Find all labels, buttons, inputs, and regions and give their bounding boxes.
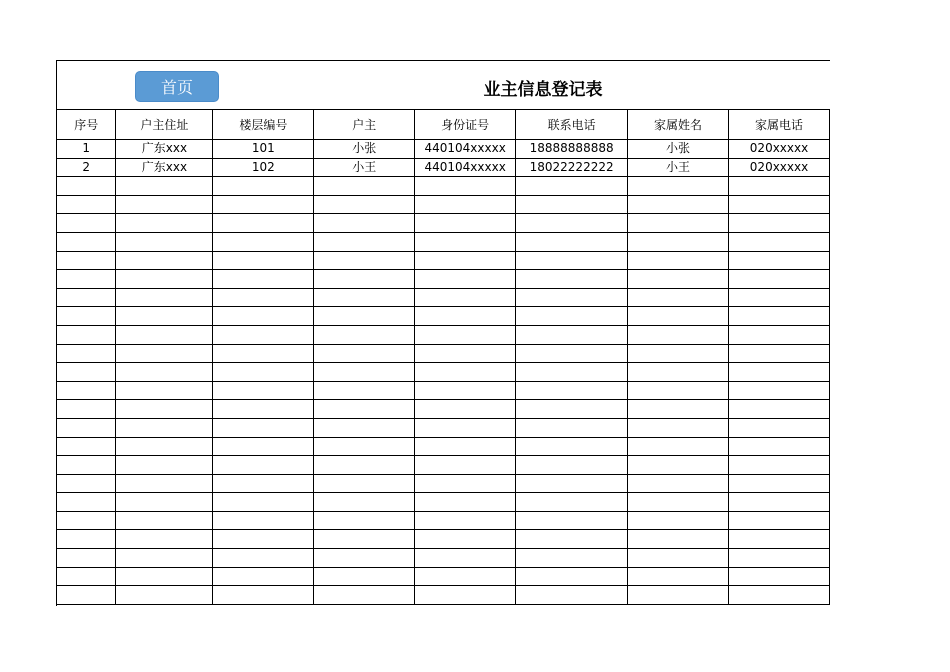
table-cell-empty[interactable] [516, 437, 628, 456]
table-cell-empty[interactable] [516, 195, 628, 214]
table-cell[interactable]: 1 [57, 140, 116, 159]
table-cell-empty[interactable] [516, 381, 628, 400]
table-cell[interactable]: 440104xxxxx [415, 158, 516, 177]
table-cell-empty[interactable] [57, 437, 116, 456]
column-header: 楼层编号 [213, 110, 314, 140]
table-cell-empty[interactable] [415, 270, 516, 289]
table-cell-empty[interactable] [57, 344, 116, 363]
table-row-empty [57, 270, 830, 289]
table-cell-empty[interactable] [628, 381, 729, 400]
table-cell-empty[interactable] [314, 567, 415, 586]
table-cell-empty[interactable] [729, 586, 830, 605]
table-cell-empty[interactable] [729, 270, 830, 289]
table-cell[interactable]: 小张 [314, 140, 415, 159]
table-cell-empty[interactable] [729, 214, 830, 233]
table-cell-empty[interactable] [314, 344, 415, 363]
table-cell[interactable]: 440104xxxxx [415, 140, 516, 159]
table-cell-empty[interactable] [116, 511, 213, 530]
table-cell-empty[interactable] [314, 195, 415, 214]
table-cell-empty[interactable] [57, 232, 116, 251]
table-cell-empty[interactable] [116, 325, 213, 344]
table-cell-empty[interactable] [57, 549, 116, 568]
table-cell-empty[interactable] [628, 530, 729, 549]
table-cell-empty[interactable] [314, 363, 415, 382]
table-cell-empty[interactable] [116, 177, 213, 196]
table-cell-empty[interactable] [729, 567, 830, 586]
table-row-empty [57, 307, 830, 326]
table-cell-empty[interactable] [57, 307, 116, 326]
table-cell-empty[interactable] [415, 456, 516, 475]
table-cell-empty[interactable] [116, 344, 213, 363]
table-cell-empty[interactable] [314, 214, 415, 233]
table-cell-empty[interactable] [314, 493, 415, 512]
table-cell-empty[interactable] [213, 363, 314, 382]
table-cell-empty[interactable] [729, 381, 830, 400]
table-cell-empty[interactable] [116, 567, 213, 586]
table-cell-empty[interactable] [415, 288, 516, 307]
table-cell[interactable]: 2 [57, 158, 116, 177]
table-header-row [57, 110, 830, 140]
table-cell-empty[interactable] [314, 400, 415, 419]
table-cell-empty[interactable] [516, 232, 628, 251]
table-cell-empty[interactable] [415, 474, 516, 493]
table-row-empty [57, 288, 830, 307]
table-cell-empty[interactable] [314, 381, 415, 400]
table-cell[interactable]: 广东xxx [116, 140, 213, 159]
table-cell-empty[interactable] [213, 474, 314, 493]
table-cell-empty[interactable] [116, 474, 213, 493]
table-cell-empty[interactable] [729, 363, 830, 382]
table-cell-empty[interactable] [213, 325, 314, 344]
table-cell-empty[interactable] [516, 418, 628, 437]
table-cell[interactable]: 小王 [314, 158, 415, 177]
table-cell-empty[interactable] [628, 456, 729, 475]
table-cell-empty[interactable] [415, 232, 516, 251]
table-cell-empty[interactable] [213, 177, 314, 196]
table-cell-empty[interactable] [314, 177, 415, 196]
table-cell-empty[interactable] [415, 344, 516, 363]
table-cell-empty[interactable] [213, 307, 314, 326]
table-cell-empty[interactable] [729, 251, 830, 270]
table-row [57, 158, 830, 177]
table-cell-empty[interactable] [729, 177, 830, 196]
table-cell-empty[interactable] [729, 549, 830, 568]
table-cell-empty[interactable] [116, 307, 213, 326]
table-cell-empty[interactable] [729, 307, 830, 326]
table-cell[interactable]: 小张 [628, 140, 729, 159]
table-row-empty [57, 363, 830, 382]
table-row-empty [57, 195, 830, 214]
table-cell-empty[interactable] [628, 437, 729, 456]
table-cell[interactable]: 102 [213, 158, 314, 177]
column-header: 户主 [314, 110, 415, 140]
table-cell-empty[interactable] [729, 344, 830, 363]
table-cell-empty[interactable] [213, 288, 314, 307]
table-cell-empty[interactable] [415, 418, 516, 437]
table-cell-empty[interactable] [628, 177, 729, 196]
table-cell[interactable]: 小王 [628, 158, 729, 177]
table-cell-empty[interactable] [628, 493, 729, 512]
table-cell-empty[interactable] [516, 586, 628, 605]
table-row-empty [57, 474, 830, 493]
table-cell-empty[interactable] [116, 400, 213, 419]
sheet-header [57, 61, 830, 109]
table-cell-empty[interactable] [116, 288, 213, 307]
table-cell-empty[interactable] [314, 270, 415, 289]
table-cell-empty[interactable] [628, 400, 729, 419]
table-cell-empty[interactable] [516, 270, 628, 289]
table-cell-empty[interactable] [516, 344, 628, 363]
table-cell-empty[interactable] [213, 549, 314, 568]
table-cell-empty[interactable] [116, 456, 213, 475]
table-cell-empty[interactable] [213, 232, 314, 251]
table-row-empty [57, 549, 830, 568]
table-cell-empty[interactable] [628, 325, 729, 344]
table-cell-empty[interactable] [57, 586, 116, 605]
table-cell-empty[interactable] [213, 511, 314, 530]
table-cell-empty[interactable] [415, 511, 516, 530]
page-title: 业主信息登记表 [483, 80, 603, 100]
table-row-empty [57, 437, 830, 456]
table-cell-empty[interactable] [314, 474, 415, 493]
column-header: 户主住址 [116, 110, 213, 140]
table-cell-empty[interactable] [415, 530, 516, 549]
table-row-empty [57, 325, 830, 344]
table-cell-empty[interactable] [314, 437, 415, 456]
table-cell-empty[interactable] [57, 400, 116, 419]
table-cell-empty[interactable] [314, 586, 415, 605]
table-cell-empty[interactable] [213, 586, 314, 605]
table-cell-empty[interactable] [415, 325, 516, 344]
table-cell-empty[interactable] [516, 363, 628, 382]
table-cell-empty[interactable] [628, 195, 729, 214]
owner-info-table [57, 109, 830, 605]
table-cell-empty[interactable] [314, 549, 415, 568]
table-row-empty [57, 511, 830, 530]
table-cell-empty[interactable] [516, 288, 628, 307]
table-cell-empty[interactable] [57, 511, 116, 530]
table-cell-empty[interactable] [415, 549, 516, 568]
table-cell-empty[interactable] [415, 195, 516, 214]
table-cell-empty[interactable] [729, 530, 830, 549]
table-row-empty [57, 400, 830, 419]
table-cell-empty[interactable] [57, 418, 116, 437]
table-cell-empty[interactable] [516, 567, 628, 586]
table-cell-empty[interactable] [116, 586, 213, 605]
table-cell-empty[interactable] [213, 214, 314, 233]
table-cell-empty[interactable] [314, 232, 415, 251]
table-cell-empty[interactable] [516, 511, 628, 530]
table-cell-empty[interactable] [729, 418, 830, 437]
table-cell-empty[interactable] [415, 567, 516, 586]
table-cell-empty[interactable] [729, 456, 830, 475]
table-cell-empty[interactable] [729, 437, 830, 456]
table-cell-empty[interactable] [415, 214, 516, 233]
table-cell-empty[interactable] [213, 567, 314, 586]
table-cell-empty[interactable] [415, 363, 516, 382]
table-cell-empty[interactable] [415, 177, 516, 196]
table-cell-empty[interactable] [57, 325, 116, 344]
table-cell[interactable]: 18022222222 [516, 158, 628, 177]
table-row-empty [57, 493, 830, 512]
table-cell-empty[interactable] [57, 195, 116, 214]
table-cell-empty[interactable] [116, 363, 213, 382]
table-cell-empty[interactable] [314, 530, 415, 549]
table-cell-empty[interactable] [628, 344, 729, 363]
table-cell-empty[interactable] [57, 493, 116, 512]
table-cell-empty[interactable] [314, 307, 415, 326]
column-header: 联系电话 [516, 110, 628, 140]
table-cell-empty[interactable] [213, 344, 314, 363]
table-cell-empty[interactable] [516, 307, 628, 326]
table-cell-empty[interactable] [213, 270, 314, 289]
table-cell-empty[interactable] [415, 381, 516, 400]
table-cell-empty[interactable] [729, 493, 830, 512]
table-cell[interactable]: 020xxxxx [729, 158, 830, 177]
table-cell-empty[interactable] [57, 456, 116, 475]
table-cell-empty[interactable] [116, 418, 213, 437]
table-cell-empty[interactable] [729, 288, 830, 307]
table-cell-empty[interactable] [516, 325, 628, 344]
table-cell-empty[interactable] [57, 474, 116, 493]
table-cell[interactable]: 020xxxxx [729, 140, 830, 159]
table-row-empty [57, 232, 830, 251]
table-cell-empty[interactable] [57, 381, 116, 400]
table-cell-empty[interactable] [628, 270, 729, 289]
table-row-empty [57, 381, 830, 400]
table-cell-empty[interactable] [116, 195, 213, 214]
table-cell-empty[interactable] [415, 251, 516, 270]
table-cell-empty[interactable] [628, 586, 729, 605]
table-cell-empty[interactable] [628, 288, 729, 307]
table-row-empty [57, 344, 830, 363]
table-cell-empty[interactable] [628, 474, 729, 493]
table-cell-empty[interactable] [213, 456, 314, 475]
column-header: 序号 [57, 110, 116, 140]
table-row-empty [57, 456, 830, 475]
table-cell-empty[interactable] [57, 214, 116, 233]
table-row-empty [57, 251, 830, 270]
table-cell-empty[interactable] [314, 511, 415, 530]
table-cell-empty[interactable] [116, 493, 213, 512]
table-cell-empty[interactable] [628, 307, 729, 326]
table-cell-empty[interactable] [628, 418, 729, 437]
table-cell-empty[interactable] [729, 232, 830, 251]
table-cell-empty[interactable] [116, 214, 213, 233]
table-cell-empty[interactable] [116, 232, 213, 251]
table-cell-empty[interactable] [415, 307, 516, 326]
table-cell-empty[interactable] [628, 549, 729, 568]
table-row-empty [57, 586, 830, 605]
table-cell-empty[interactable] [729, 474, 830, 493]
table-cell-empty[interactable] [516, 251, 628, 270]
table-cell-empty[interactable] [213, 251, 314, 270]
table-cell-empty[interactable] [116, 530, 213, 549]
table-cell-empty[interactable] [57, 177, 116, 196]
table-cell-empty[interactable] [213, 437, 314, 456]
table-cell-empty[interactable] [314, 288, 415, 307]
table-cell-empty[interactable] [213, 530, 314, 549]
table-row-empty [57, 567, 830, 586]
table-cell[interactable]: 101 [213, 140, 314, 159]
table-cell-empty[interactable] [116, 270, 213, 289]
table-cell-empty[interactable] [516, 177, 628, 196]
table-cell-empty[interactable] [314, 251, 415, 270]
table-cell-empty[interactable] [314, 418, 415, 437]
table-cell-empty[interactable] [516, 474, 628, 493]
table-cell-empty[interactable] [213, 400, 314, 419]
table-row [57, 140, 830, 159]
table-cell-empty[interactable] [415, 437, 516, 456]
table-cell-empty[interactable] [628, 363, 729, 382]
table-cell-empty[interactable] [516, 456, 628, 475]
column-header: 家属电话 [729, 110, 830, 140]
table-cell-empty[interactable] [57, 363, 116, 382]
table-cell-empty[interactable] [729, 511, 830, 530]
table-row-empty [57, 418, 830, 437]
table-cell-empty[interactable] [57, 288, 116, 307]
table-cell-empty[interactable] [516, 493, 628, 512]
table-cell-empty[interactable] [116, 381, 213, 400]
table-cell-empty[interactable] [213, 195, 314, 214]
table-cell-empty[interactable] [729, 400, 830, 419]
table-cell-empty[interactable] [516, 400, 628, 419]
table-cell-empty[interactable] [213, 418, 314, 437]
table-cell-empty[interactable] [628, 214, 729, 233]
table-cell-empty[interactable] [57, 270, 116, 289]
table-cell-empty[interactable] [213, 381, 314, 400]
table-cell-empty[interactable] [415, 586, 516, 605]
table-cell-empty[interactable] [213, 493, 314, 512]
table-cell-empty[interactable] [415, 493, 516, 512]
table-cell-empty[interactable] [57, 251, 116, 270]
table-cell-empty[interactable] [116, 437, 213, 456]
table-row-empty [57, 214, 830, 233]
table-row-empty [57, 530, 830, 549]
table-cell-empty[interactable] [57, 567, 116, 586]
column-header: 身份证号 [415, 110, 516, 140]
table-cell-empty[interactable] [628, 511, 729, 530]
table-cell-empty[interactable] [314, 325, 415, 344]
table-cell-empty[interactable] [729, 195, 830, 214]
table-cell-empty[interactable] [116, 251, 213, 270]
column-header: 家属姓名 [628, 110, 729, 140]
table-cell-empty[interactable] [516, 549, 628, 568]
table-cell[interactable]: 18888888888 [516, 140, 628, 159]
table-cell-empty[interactable] [314, 456, 415, 475]
table-cell-empty[interactable] [628, 567, 729, 586]
table-cell-empty[interactable] [628, 232, 729, 251]
table-cell-empty[interactable] [628, 251, 729, 270]
table-cell-empty[interactable] [516, 530, 628, 549]
table-cell-empty[interactable] [516, 214, 628, 233]
table-cell-empty[interactable] [116, 549, 213, 568]
table-cell-empty[interactable] [415, 400, 516, 419]
table-row-empty [57, 177, 830, 196]
home-button[interactable]: 首页 [135, 71, 219, 102]
spreadsheet-sheet [56, 60, 830, 606]
table-cell[interactable]: 广东xxx [116, 158, 213, 177]
table-cell-empty[interactable] [729, 325, 830, 344]
table-cell-empty[interactable] [57, 530, 116, 549]
